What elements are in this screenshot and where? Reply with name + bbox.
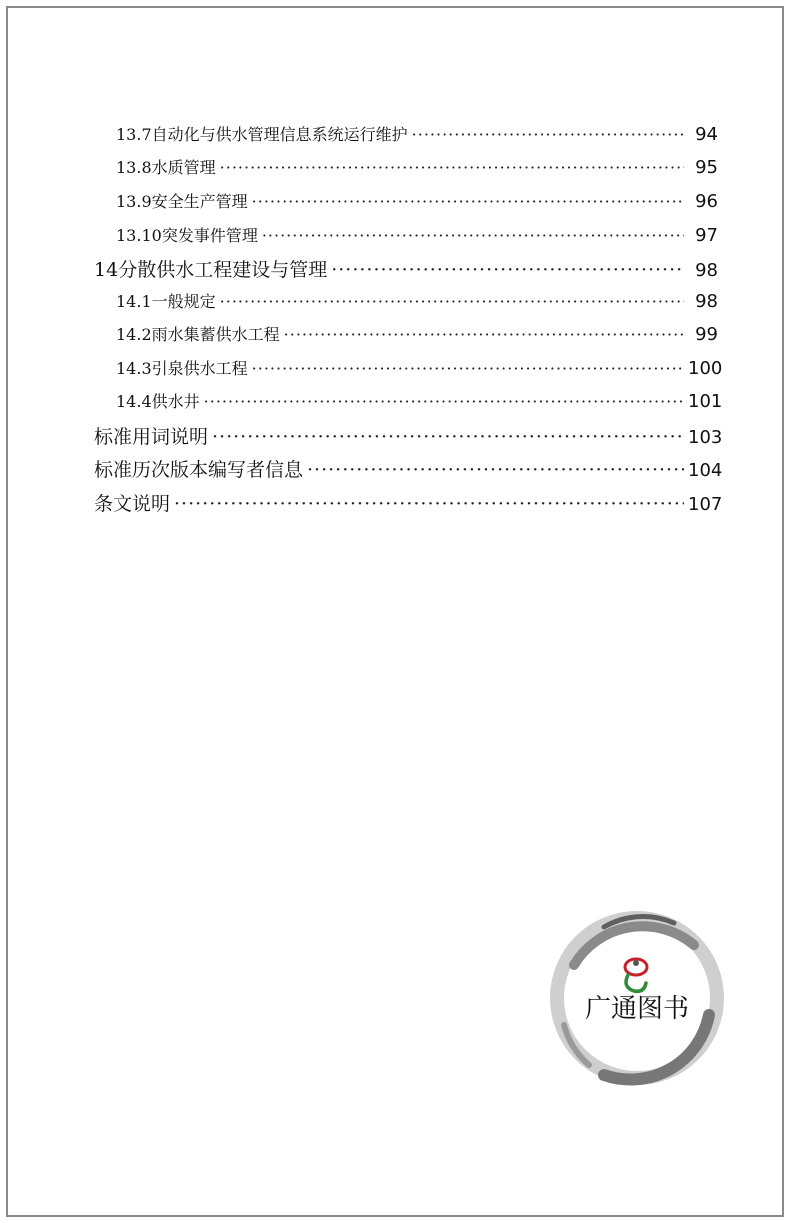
toc-entry[interactable] bbox=[116, 322, 718, 345]
toc-entry-number: 13.10 bbox=[116, 226, 162, 245]
toc-entry[interactable] bbox=[116, 356, 723, 379]
toc-entry-title: 标准历次版本编写者信息 bbox=[94, 459, 304, 481]
toc-entry-page: 94 bbox=[695, 124, 718, 145]
toc-leader-dots bbox=[412, 125, 684, 144]
toc-leader-dots bbox=[212, 426, 684, 448]
toc-entry-page: 103 bbox=[688, 427, 723, 448]
toc-entry-number: 13.7 bbox=[116, 125, 152, 144]
toc-entry[interactable] bbox=[116, 122, 718, 145]
toc-entry-title: 引泉供水工程 bbox=[151, 359, 248, 378]
toc-appendix-entry[interactable] bbox=[94, 489, 723, 516]
toc-chapter-entry[interactable] bbox=[94, 255, 718, 282]
toc-entry-page: 101 bbox=[688, 391, 723, 412]
toc-entry-title: 条文说明 bbox=[94, 493, 171, 515]
toc-entry-title: 标准用词说明 bbox=[94, 426, 209, 448]
toc-entry-page: 97 bbox=[695, 225, 718, 246]
toc-entry-page: 98 bbox=[695, 260, 718, 281]
toc-entry-number: 14 bbox=[94, 259, 119, 281]
toc-entry-number: 14.1 bbox=[116, 292, 152, 311]
toc-entry-page: 98 bbox=[695, 291, 718, 312]
toc-entry[interactable] bbox=[116, 289, 718, 312]
toc-entry-page: 95 bbox=[695, 157, 718, 178]
toc-leader-dots bbox=[220, 158, 684, 177]
toc-leader-dots bbox=[307, 459, 684, 481]
toc-entry-page: 99 bbox=[695, 324, 718, 345]
toc-entry-title: 供水井 bbox=[151, 392, 200, 411]
toc-leader-dots bbox=[331, 259, 684, 281]
toc-entry-title: 水质管理 bbox=[151, 158, 216, 177]
toc-leader-dots bbox=[284, 325, 684, 344]
toc-entry-page: 107 bbox=[688, 494, 723, 515]
ink-circle-logo-icon bbox=[544, 905, 730, 1091]
toc-entry-title: 一般规定 bbox=[151, 292, 216, 311]
toc-leader-dots bbox=[174, 493, 684, 515]
toc-appendix-entry[interactable] bbox=[94, 455, 723, 482]
toc-entry-page: 96 bbox=[695, 191, 718, 212]
emblem-icon bbox=[625, 959, 647, 991]
toc-entry-title: 自动化与供水管理信息系统运行维护 bbox=[151, 125, 408, 144]
toc-entry-title: 安全生产管理 bbox=[151, 192, 248, 211]
toc-leader-dots bbox=[252, 359, 684, 378]
toc-entry-number: 13.9 bbox=[116, 192, 152, 211]
toc-entry[interactable] bbox=[116, 223, 718, 246]
toc-entry-title: 分散供水工程建设与管理 bbox=[118, 259, 328, 281]
logo-text: 广通图书 bbox=[584, 994, 690, 1024]
toc-entry-page: 104 bbox=[688, 460, 723, 481]
toc-entry-number: 14.3 bbox=[116, 359, 152, 378]
toc-leader-dots bbox=[220, 292, 684, 311]
toc-entry-number: 14.4 bbox=[116, 392, 152, 411]
toc-leader-dots bbox=[204, 392, 684, 411]
toc-entry-number: 14.2 bbox=[116, 325, 152, 344]
toc-entry-title: 雨水集蓄供水工程 bbox=[151, 325, 280, 344]
toc-entry-title: 突发事件管理 bbox=[161, 226, 258, 245]
toc-entry[interactable] bbox=[116, 155, 718, 178]
publisher-logo bbox=[544, 905, 730, 1091]
toc-entry[interactable] bbox=[116, 189, 718, 212]
toc-entry-number: 13.8 bbox=[116, 158, 152, 177]
toc-leader-dots bbox=[252, 192, 684, 211]
toc-leader-dots bbox=[262, 226, 684, 245]
toc-entry[interactable] bbox=[116, 389, 723, 412]
toc-appendix-entry[interactable] bbox=[94, 422, 723, 449]
toc-entry-page: 100 bbox=[688, 358, 723, 379]
